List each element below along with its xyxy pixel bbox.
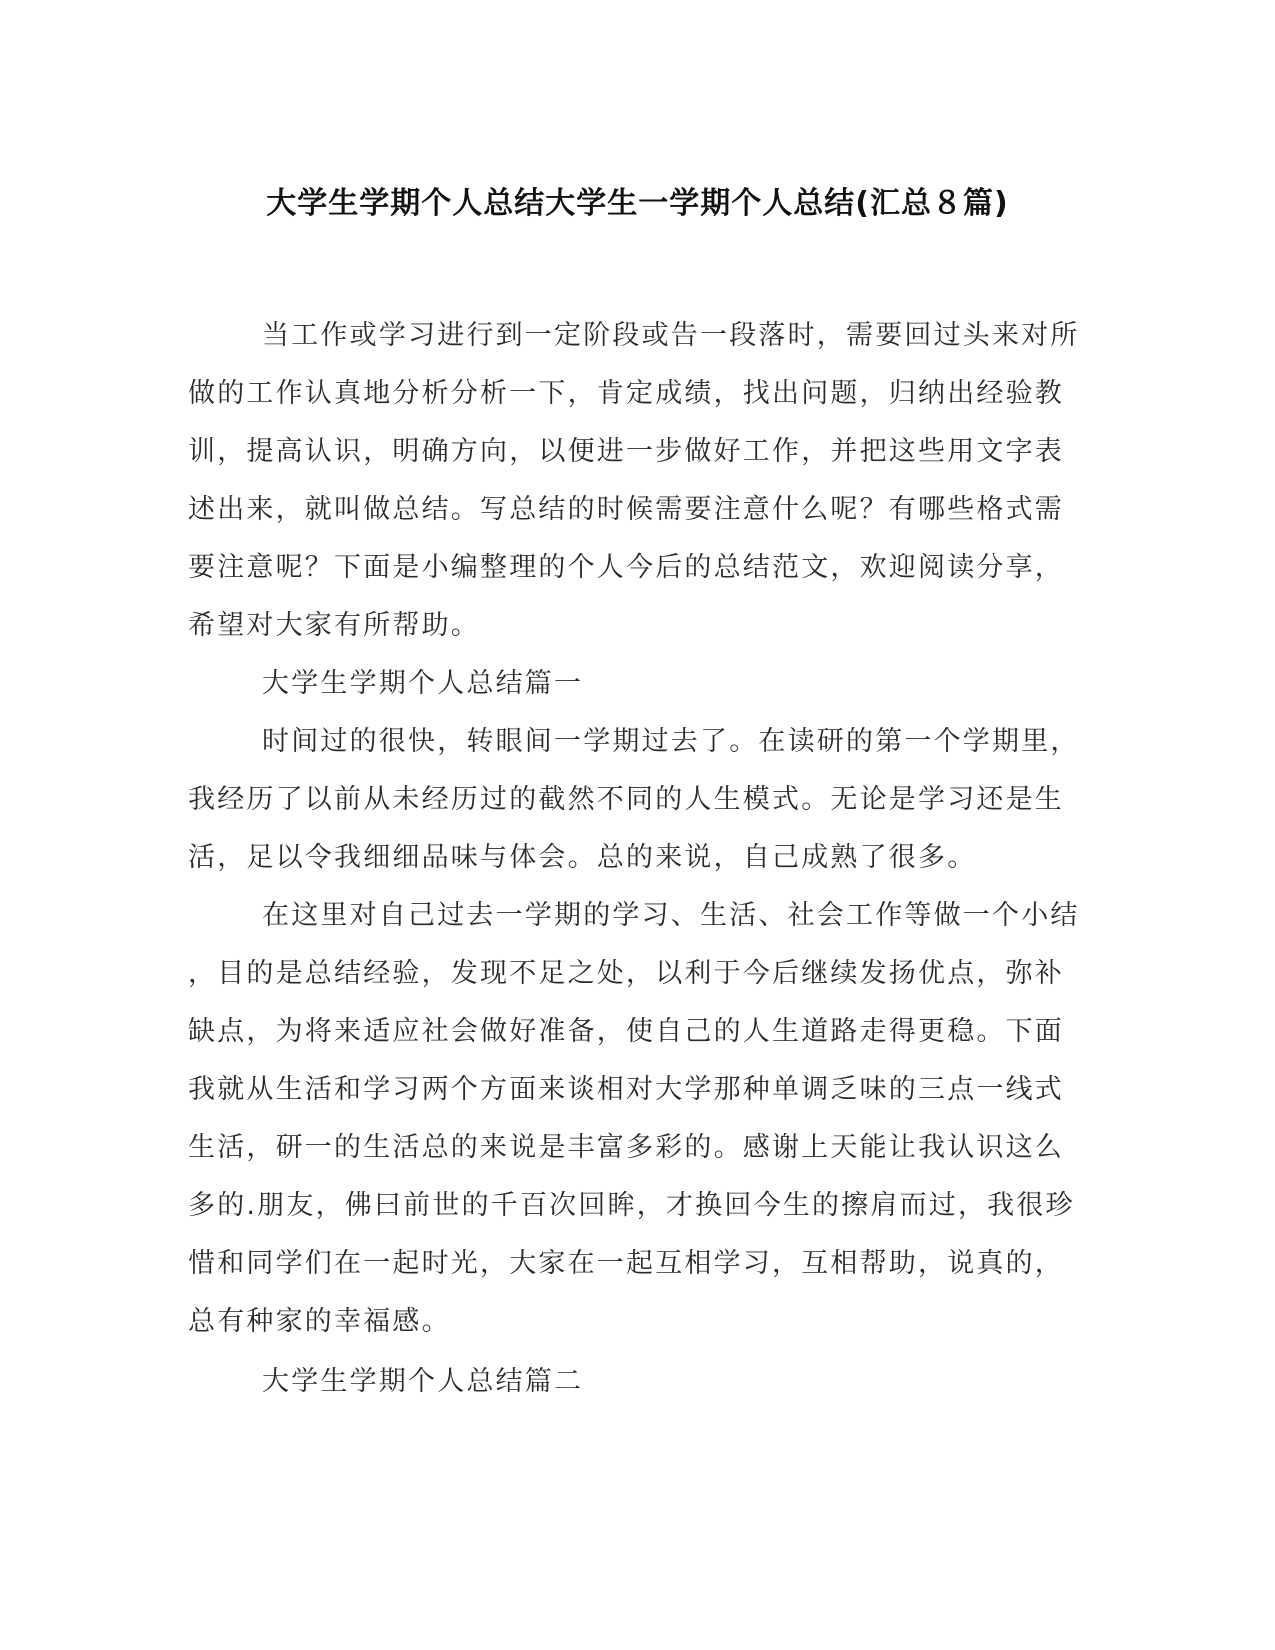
paragraph-line: 缺点，为将来适应社会做好准备，使自己的人生道路走得更稳。下面: [188, 1016, 1064, 1047]
paragraph-line: ，目的是总结经验，发现不足之处，以利于今后继续发扬优点，弥补: [188, 958, 1064, 989]
paragraph-line: 总有种家的幸福感。: [188, 1306, 451, 1337]
paragraph-line: 我就从生活和学习两个方面来谈相对大学那种单调乏味的三点一线式: [188, 1074, 1064, 1105]
paragraph-line: 生活，研一的生活总的来说是丰富多彩的。感谢上天能让我认识这么: [188, 1132, 1064, 1163]
paragraph-line: 我经历了以前从未经历过的截然不同的人生模式。无论是学习还是生: [188, 784, 1064, 815]
section-heading: 大学生学期个人总结篇二: [262, 1366, 584, 1397]
paragraph-line: 当工作或学习进行到一定阶段或告一段落时，需要回过头来对所: [262, 320, 1080, 351]
paragraph-line: 在这里对自己过去一学期的学习、生活、社会工作等做一个小结: [262, 900, 1080, 931]
document-title: 大学生学期个人总结大学生一学期个人总结(汇总８篇): [266, 186, 1009, 221]
paragraph-line: 活，足以令我细细品味与体会。总的来说，自己成熟了很多。: [188, 842, 977, 873]
paragraph-line: 时间过的很快，转眼间一学期过去了。在读研的第一个学期里，: [262, 726, 1080, 757]
paragraph-line: 多的.朋友，佛曰前世的千百次回眸，才换回今生的擦肩而过，我很珍: [188, 1190, 1075, 1221]
section-heading: 大学生学期个人总结篇一: [262, 668, 584, 699]
paragraph-line: 述出来，就叫做总结。写总结的时候需要注意什么呢？有哪些格式需: [188, 494, 1064, 525]
paragraph-line: 做的工作认真地分析分析一下，肯定成绩，找出问题，归纳出经验教: [188, 378, 1064, 409]
paragraph-line: 希望对大家有所帮助。: [188, 610, 480, 641]
paragraph-line: 惜和同学们在一起时光，大家在一起互相学习，互相帮助，说真的，: [188, 1248, 1064, 1279]
paragraph-line: 训，提高认识，明确方向，以便进一步做好工作，并把这些用文字表: [188, 436, 1064, 467]
paragraph-line: 要注意呢？下面是小编整理的个人今后的总结范文，欢迎阅读分享，: [188, 552, 1064, 583]
